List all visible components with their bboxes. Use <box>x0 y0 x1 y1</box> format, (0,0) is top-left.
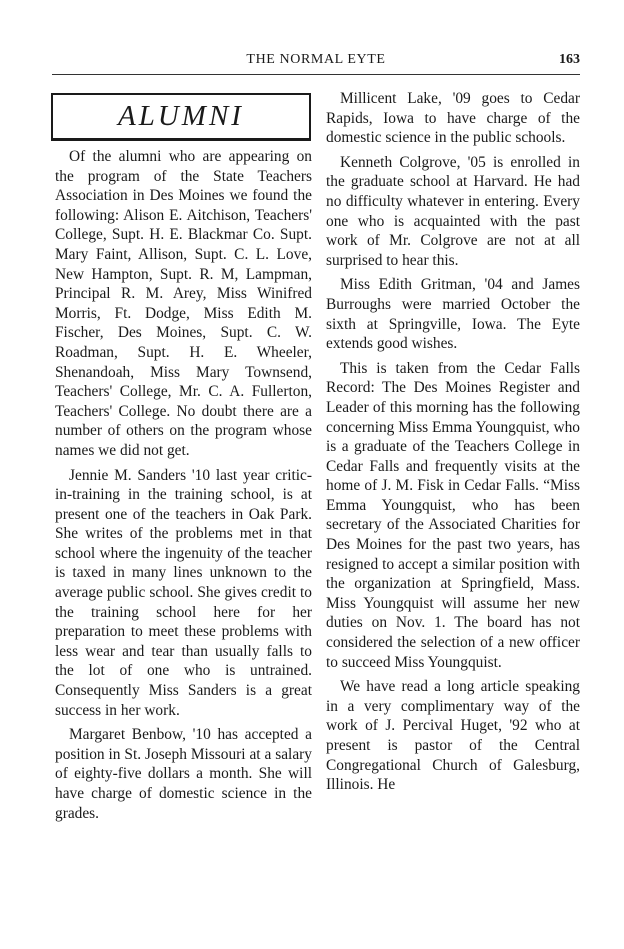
paragraph-state-teachers-association: Of the alumni who are appearing on the program of the State Teachers Association in Des Moines we found the following: Alison E. Aitchison, Teachers' College, Supt. H. E. Blackmar Co. Supt. Mary Faint, Allison, Supt. C. L. Love, New Hampton, Supt. R. M, Lampman, Principal R. M. Arey, Miss Winifred Morris, Ft. Dodge, Miss Edith M. Fischer, Des Moines, Supt. C. W. Roadman, Supt. H. E. Wheeler, Shenandoah, Miss Mary Townsend, Teachers' College, Mr. C. A. Fullerton, Teachers' College. No doubt there are a number of others on the program whose names we did not get. <box>55 148 312 459</box>
left-column <box>55 147 312 828</box>
paragraph-margaret-benbow: Margaret Benbow, '10 has accepted a position in St. Joseph Missouri at a salary of eighty-five dollars a month. She will have charge of domestic science in the grades. <box>55 726 312 822</box>
section-title: ALUMNI <box>118 100 244 132</box>
right-column <box>326 89 580 800</box>
paragraph-percival-huget: We have read a long article speaking in a very complimentary way of the work of J. Percival Huget, '92 who at present is pastor of the Central Congregational Church of Galesburg, Illinois. He <box>326 678 580 794</box>
running-head <box>52 52 580 74</box>
section-heading-box <box>51 93 311 141</box>
paragraph-millicent-lake: Millicent Lake, '09 goes to Cedar Rapids, Iowa to have charge of the domestic science in the public schools. <box>326 90 580 147</box>
paragraph-kenneth-colgrove: Kenneth Colgrove, '05 is enrolled in the graduate school at Harvard. He had no difficulty whatever in entering. Every one who is acquainted with the past work of Mr. Colgrove are not at all surprised to hear this. <box>326 153 580 269</box>
paragraph-jennie-sanders: Jennie M. Sanders '10 last year critic-in-training in the training school, is at present one of the teachers in Oak Park. She writes of the problems met in that school where the ingenuity of the teacher is taxed in many lines unknown to the average public school. She gives credit to the training school here for her preparation to meet these problems with less wear and tear than usually falls to the lot of one who is untrained. Consequently Miss Sanders is a great success in her work. <box>55 466 312 719</box>
paragraph-edith-gritman: Miss Edith Gritman, '04 and James Burroughs were married October the sixth at Springville, Iowa. The Eyte extends good wishes. <box>326 276 580 353</box>
paragraph-emma-youngquist: This is taken from the Cedar Falls Record: The Des Moines Register and Leader of this morning has the following concerning Miss Emma Youngquist, who is a graduate of the Teachers College in Cedar Falls and frequently visits at the home of J. M. Fisk in Cedar Falls. “Miss Emma Youngquist, who has been secretary of the Associated Charities for Des Moines for the past two years, has resigned to accept a similar position with the organization at Springfield, Mass. Miss Youngquist will assume her new duties on Nov. 1. The board has not considered the selection of a new officer to succeed Miss Youngquist. <box>326 359 580 671</box>
page-number: 163 <box>559 52 580 67</box>
header-rule <box>52 74 580 75</box>
running-title: THE NORMAL EYTE <box>246 52 386 67</box>
